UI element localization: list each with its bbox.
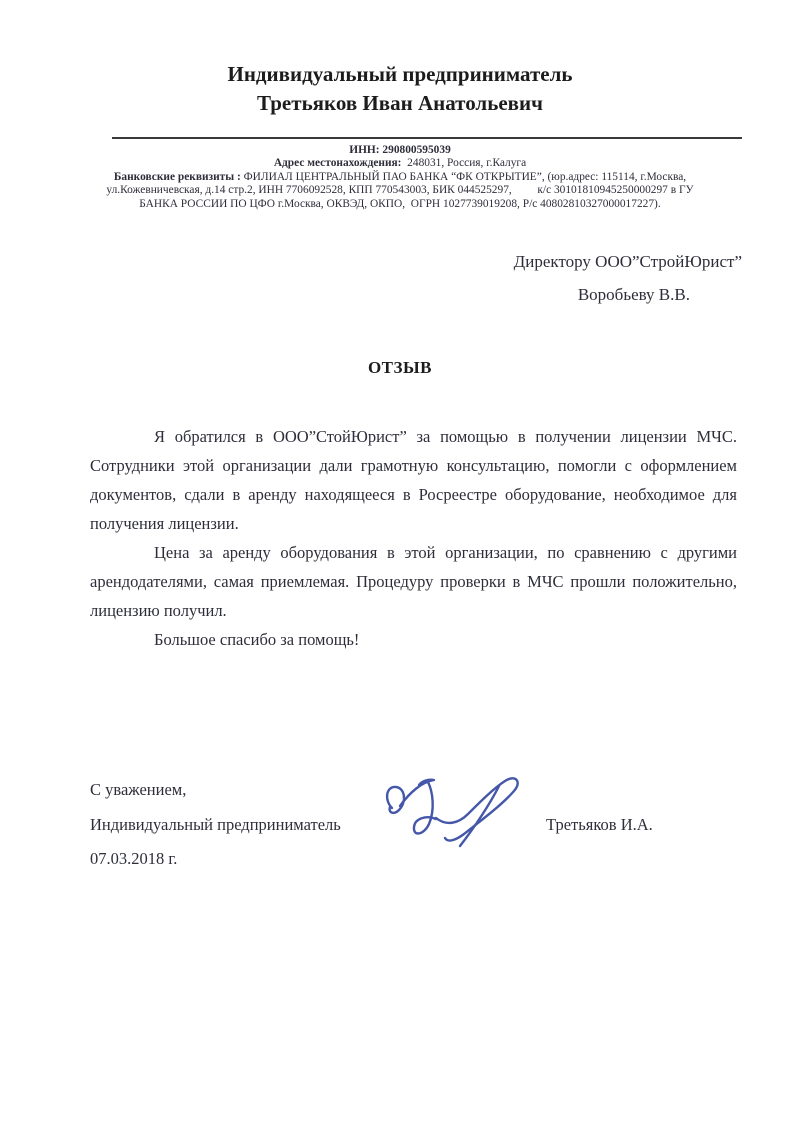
body-text — [90, 422, 737, 654]
org-details — [40, 144, 760, 211]
bank-details-line1 — [40, 171, 760, 184]
address-value: 248031, Россия, г.Калуга — [401, 157, 527, 170]
recipient-line1: Директору ООО”СтройЮрист” — [513, 252, 742, 271]
letterhead-divider — [112, 137, 742, 139]
paragraph: Я обратился в ООО”СтойЮрист” за помощью в получении лицензии МЧС. Сотрудники этой организации дали грамотную консультацию, помогли с оформлением документов, сдали в аренду находящееся в Росреестре оборудование, необходимое для получения лицензии. — [90, 427, 737, 533]
letterhead-title-line2: Третьяков Иван Анатольевич — [257, 91, 543, 115]
signature-stroke — [436, 778, 518, 840]
signer-role: Индивидуальный предприниматель — [90, 815, 341, 834]
letterhead-title-line1: Индивидуальный предприниматель — [227, 62, 573, 86]
document-date: 07.03.2018 г. — [90, 849, 178, 868]
handwritten-signature — [378, 758, 563, 858]
recipient-line2: Воробьеву В.В. — [577, 285, 690, 304]
address-line — [40, 157, 760, 170]
inn-label: ИНН: — [349, 144, 380, 156]
bank-details-line3: БАНКА РОССИИ ПО ЦФО г.Москва, ОКВЭД, ОКПО, ОГРН 1027739019208, Р/с 40802810327000017227). — [139, 197, 661, 210]
closing-line: С уважением, — [90, 780, 187, 799]
bank-line1-rest: ФИЛИАЛ ЦЕНТРАЛЬНЫЙ ПАО БАНКА “ФК ОТКРЫТИЕ”, (юр.адрес: 115114, г.Москва, — [240, 170, 687, 183]
address-label: Адрес местонахождения: — [273, 157, 402, 170]
inn-value: 290800595039 — [379, 144, 451, 156]
signature-stroke — [400, 780, 436, 834]
letterhead — [0, 60, 800, 118]
paragraph: Большое спасибо за помощь! — [154, 630, 360, 649]
bank-details-line2: ул.Кожевничевская, д.14 стр.2, ИНН 7706092528, КПП 770543003, БИК 044525297, к/с 30101810945250000297 в ГУ — [106, 184, 694, 197]
document-title: ОТЗЫВ — [367, 358, 433, 377]
paragraph: Цена за аренду оборудования в этой организации, по сравнению с другими арендодателями, самая приемлемая. Процедуру проверки в МЧС прошли положительно, лицензию получил. — [90, 543, 737, 620]
bank-label: Банковские реквизиты : — [113, 170, 241, 183]
inn-line — [40, 144, 760, 157]
signature-stroke — [387, 787, 404, 813]
signer-name: Третьяков И.А. — [546, 815, 653, 834]
